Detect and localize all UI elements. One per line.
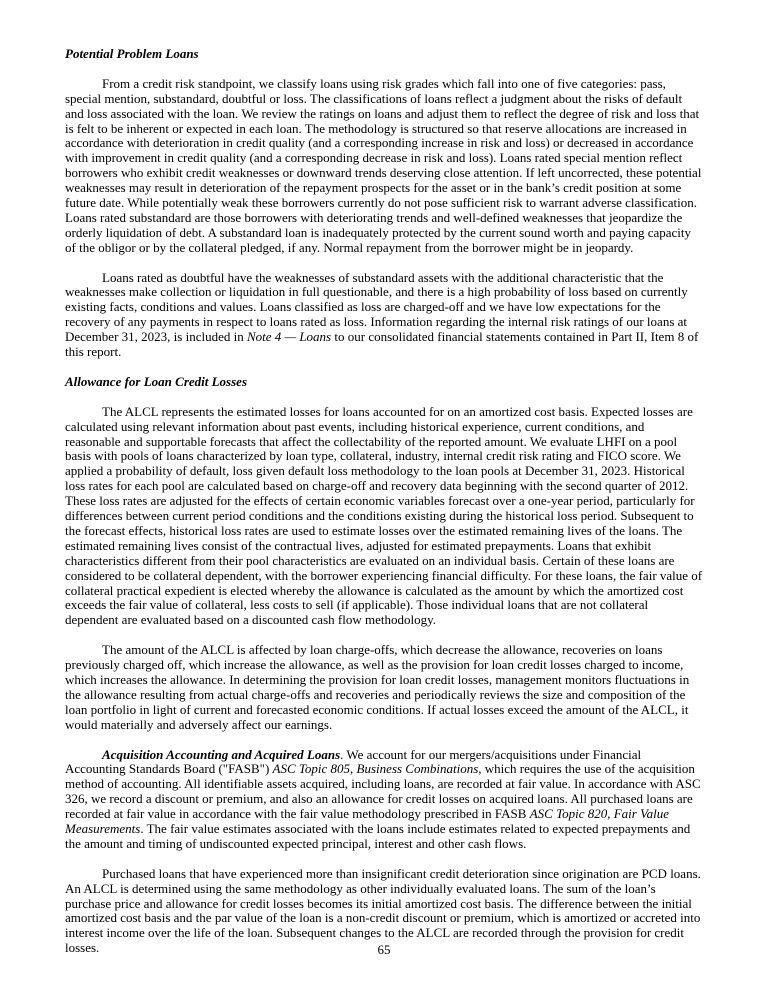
paragraph xyxy=(65,405,703,629)
text-run: The ALCL represents the estimated losses for loans accounted for on an amortized cost basis. Expected losses are calculated using relevant information about past events, including historical experience, current conditions, and reasonable and supportable forecasts that affect the collectability of the reported amount. We evaluate LHFI on a pool basis with pools of loans characterized by loan type, collateral, industry, internal credit risk rating and FICO score. We applied a probability of default, loss given default loss methodology to the loan pools at December 31, 2023. Historical loss rates for each pool are calculated based on charge-off and recovery data beginning with the second quarter of 2012. These loss rates are adjusted for the effects of certain economic variables forecast over a one-year period, particularly for differences between current period conditions and the conditions existing during the historical loss period. Subsequent to the forecast effects, historical loss rates are used to estimate losses over the estimated remaining lives of the loans. The estimated remaining lives consist of the contractual lives, adjusted for estimated prepayments. Loans that exhibit characteristics different from their pool characteristics are evaluated on an individual basis. Certain of these loans are considered to be collateral dependent, with the borrower experiencing financial difficulty. For these loans, the fair value of collateral practical expedient is elected whereby the allowance is calculated as the amount by which the amortized cost exceeds the fair value of collateral, less costs to sell (if applicable). Those individual loans that are not collateral dependent are evaluated based on a discounted cash flow methodology. xyxy=(65,403,703,628)
text-run: . We account for our mergers/acquisitions under Financial Accounting Standards Board ("FASB") xyxy=(65,746,642,777)
section-heading xyxy=(65,47,703,62)
document-content xyxy=(65,47,703,956)
section-heading xyxy=(65,375,703,390)
paragraph xyxy=(65,271,703,360)
text-run: From a credit risk standpoint, we classify loans using risk grades which fall into one of five categories: pass, special mention, substandard, doubtful or loss. The classifications of loans reflect a judgment about the risks of default and loss associated with the loan. We review the ratings on loans and adjust them to reflect the degree of risk and loss that is felt to be inherent or expected in each loan. The methodology is structured so that reserve allocations are increased in accordance with deterioration in credit quality (and a corresponding increase in risk and loss) or decreased in accordance with improvement in credit quality (and a corresponding decrease in risk and loss). Loans rated special mention reflect borrowers who exhibit credit weaknesses or downward trends deserving close attention. If left uncorrected, these potential weaknesses may result in deterioration of the repayment prospects for the asset or in the bank’s credit position at some future date. While potentially weak these borrowers currently do not pose sufficient risk to warrant adverse classification. Loans rated substandard are those borrowers with deteriorating trends and well-defined weaknesses that jeopardize the orderly liquidation of debt. A substandard loan is inadequately protected by the current sound worth and paying capacity of the obligor or by the collateral pledged, if any. Normal repayment from the borrower might be in jeopardy. xyxy=(65,75,702,255)
emphasized-text-run: Allowance for Loan Credit Losses xyxy=(65,373,248,389)
text-run: The amount of the ALCL is affected by loan charge-offs, which decrease the allowance, recoveries on loans previously charged off, which increase the allowance, as well as the provision for loan credit losses charged to income, which increases the allowance. In determining the provision for loan credit losses, management monitors fluctuations in the allowance resulting from actual charge-offs and recoveries and periodically reviews the size and composition of the loan portfolio in light of current and forecasted economic conditions. If actual losses exceed the amount of the ALCL, it would materially and adversely affect our earnings. xyxy=(65,642,690,732)
paragraph xyxy=(65,643,703,732)
emphasized-text-run: ASC Topic 820, Fair Value Measurements xyxy=(65,806,669,837)
text-run: Purchased loans that have experienced more than insignificant credit deterioration since origination are PCD loans. An ALCL is determined using the same methodology as other individually evaluated loans. The sum of the loan’s purchase price and allowance for credit losses becomes its initial amortized cost basis. The difference between the initial amortized cost basis and the par value of the loan is a non-credit discount or premium, which is amortized or accreted into interest income over the life of the loan. Subsequent changes to the ALCL are recorded through the provision for credit losses. xyxy=(65,865,701,956)
text-run: , which requires the use of the acquisition method of accounting. All identifiable assets acquired, including loans, are recorded at fair value. In accordance with ASC 326, we record a discount or premium, and also an allowance for credit losses on acquired loans. All purchased loans are recorded at fair value in accordance with the fair value methodology prescribed in FASB xyxy=(65,761,701,822)
emphasized-text-run: Acquisition Accounting and Acquired Loans xyxy=(102,746,341,762)
paragraph xyxy=(65,77,703,256)
emphasized-text-run: Note 4 — Loans xyxy=(246,329,332,345)
text-run: Loans rated as doubtful have the weaknesses of substandard assets with the additional characteristic that the weaknesses make collection or liquidation in full questionable, and there is a high probability of loss based on currently existing facts, conditions and values. Loans classified as loss are charged-off and we have low expectations for the recovery of any payments in respect to loans rated as loss. Information regarding the internal risk ratings of our loans at December 31, 2023, is included in xyxy=(65,269,688,345)
page-number: 65 xyxy=(377,942,391,957)
paragraph xyxy=(65,748,703,852)
text-run: to our consolidated financial statements contained in Part II, Item 8 of this report. xyxy=(65,329,699,360)
text-run: . The fair value estimates associated with the loans include estimates related to expected prepayments and the amount and timing of undiscounted expected principal, interest and other cash flows. xyxy=(65,821,691,851)
emphasized-text-run: ASC Topic 805, Business Combinations xyxy=(272,761,479,777)
emphasized-text-run: Potential Problem Loans xyxy=(65,46,199,61)
